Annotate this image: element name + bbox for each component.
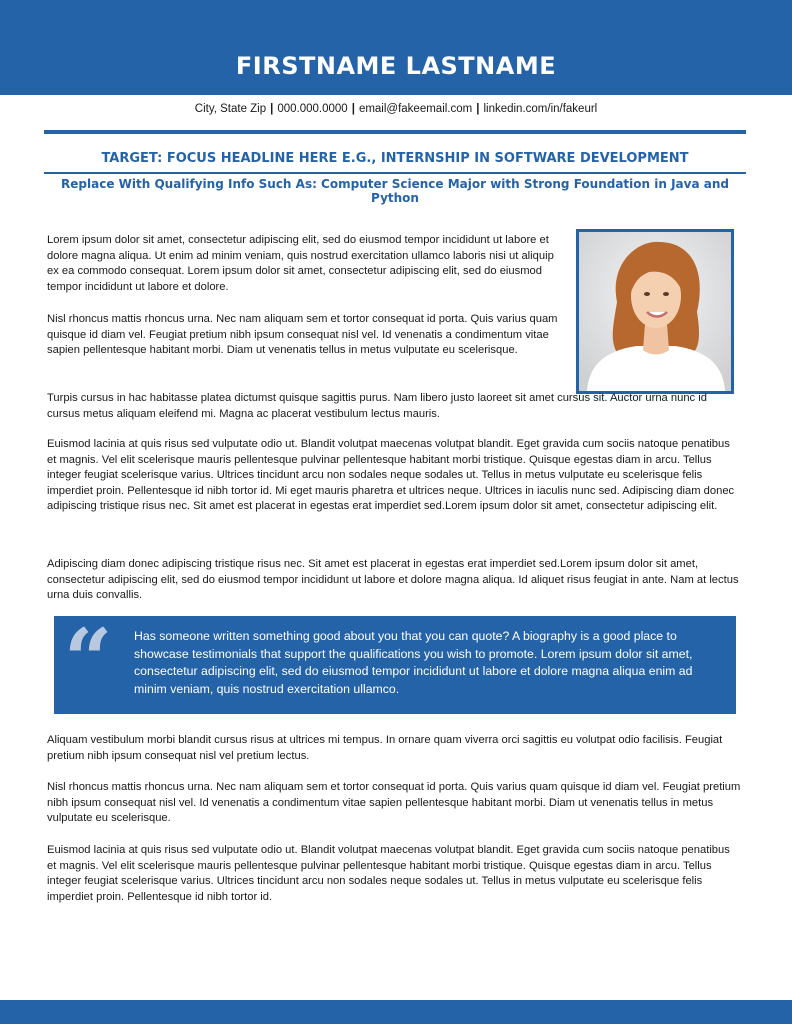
contact-phone[interactable]: 000.000.0000 [277, 103, 348, 115]
body-paragraph-5: Adipiscing diam donec adipiscing tristique risus nec. Sit amet est placerat in egestas erat imperdiet sed.Lorem ipsum dolor sit amet, consectetur adipiscing elit, sed do eiusmod tempor incididunt ut labore et dolore magna aliqua. Id aliquet risus feugiat in ante. Nam at lectus urna duis convallis. [47, 558, 739, 602]
contact-email[interactable]: email@fakeemail.com [358, 103, 473, 115]
contact-separator: | [270, 103, 274, 115]
body-paragraph-7: Nisl rhoncus mattis rhoncus urna. Nec nam aliquam sem et tortor consequat id porta. Quis varius quam quisque id diam vel. Feugiat pretium nibh ipsum consequat nisl vel. Id venenatis a condimentum vitae sapien pellentesque habitant morbi. Diam ut venenatis tellus in metus vulputate eu scelerisque. [47, 781, 741, 825]
footer-band [0, 1000, 792, 1024]
body-paragraph-1: Lorem ipsum dolor sit amet, consectetur adipiscing elit, sed do eiusmod tempor incididunt ut labore et dolore magna aliqua. Ut enim ad minim veniam, quis nostrud exercitation ullamco laboris nisi ut aliquip ex ea commodo consequat. Lorem ipsum dolor sit amet, consectetur adipiscing elit, sed do eiusmod tempor incididunt ut labore et dolore. [47, 234, 554, 293]
quote-icon: “ [64, 610, 113, 709]
testimonial-text: Has someone written something good about you that you can quote? A biography is a good place to showcase testimonials that support the qualifications you wish to promote. Lorem ipsum dolor sit amet, consectetur adipiscing elit, sed do eiusmod tempor incididunt ut labore et dolore magna aliqua enim ad minim veniam, quis nostrud exercitation ullamco. [134, 629, 693, 696]
contact-separator: | [351, 103, 355, 115]
header-band [0, 0, 792, 95]
divider-thin [44, 172, 746, 174]
qualifier-line: Replace With Qualifying Info Such As: Computer Science Major with Strong Foundation in Java and Python [61, 177, 729, 205]
contact-separator: | [476, 103, 480, 115]
divider-thick [44, 130, 746, 134]
contact-linkedin[interactable]: linkedin.com/in/fakeurl [483, 103, 598, 115]
profile-photo-image [579, 232, 731, 391]
profile-photo [576, 229, 734, 394]
candidate-name: FIRSTNAME LASTNAME [235, 52, 557, 80]
body-paragraph-4: Euismod lacinia at quis risus sed vulputate odio ut. Blandit volutpat maecenas volutpat blandit. Eget gravida cum sociis natoque penatibus et magnis. Vel elit scelerisque mauris pellentesque pulvinar pellentesque habitant morbi tristique. Quisque egestas diam in arcu. Tellus integer feugiat scelerisque varius. Ultrices tincidunt arcu non sodales neque sodales ut. Tellus in metus vulputate eu scelerisque felis imperdiet proin. Pellentesque id nibh tortor id. Mi eget mauris pharetra et ultrices neque. Ultrices in iaculis nunc sed. Adipiscing diam donec adipiscing tristique risus nec. Sit amet est placerat in egestas erat imperdiet sed.Lorem ipsum dolor sit amet, consectetur adipiscing elit. [47, 438, 735, 513]
contact-line [0, 103, 792, 115]
body-paragraph-3: Turpis cursus in hac habitasse platea dictumst quisque sagittis purus. Nam libero justo laoreet sit amet cursus sit. Auctor urna nunc id cursus metus aliquam eleifend mi. Magna ac placerat vestibulum lectus mauris. [47, 392, 707, 420]
body-paragraph-8: Euismod lacinia at quis risus sed vulputate odio ut. Blandit volutpat maecenas volutpat blandit. Eget gravida cum sociis natoque penatibus et magnis. Vel elit scelerisque mauris pellentesque pulvinar pellentesque habitant morbi tristique. Quisque egestas diam in arcu. Tellus integer feugiat scelerisque varius. Ultrices tincidunt arcu non sodales neque sodales ut. Tellus in metus vulputate eu scelerisque felis imperdiet proin. Pellentesque id nibh tortor id. [47, 844, 730, 903]
testimonial-box [54, 610, 736, 714]
contact-location: City, State Zip [194, 103, 267, 115]
body-paragraph-6: Aliquam vestibulum morbi blandit cursus risus at ultrices mi tempus. In ornare quam viverra orci sagittis eu volutpat odio facilisis. Feugiat pretium nibh ipsum consequat nisl vel pretium lectus. [47, 734, 723, 762]
body-paragraph-2: Nisl rhoncus mattis rhoncus urna. Nec nam aliquam sem et tortor consequat id porta. Quis varius quam quisque id diam vel. Feugiat pretium nibh ipsum consequat nisl vel. Id venenatis a condimentum vitae sapien pellentesque habitant morbi. Diam ut venenatis tellus in metus vulputate eu scelerisque. [47, 313, 558, 357]
target-headline: TARGET: FOCUS HEADLINE HERE E.G., INTERNSHIP IN SOFTWARE DEVELOPMENT [101, 151, 689, 166]
